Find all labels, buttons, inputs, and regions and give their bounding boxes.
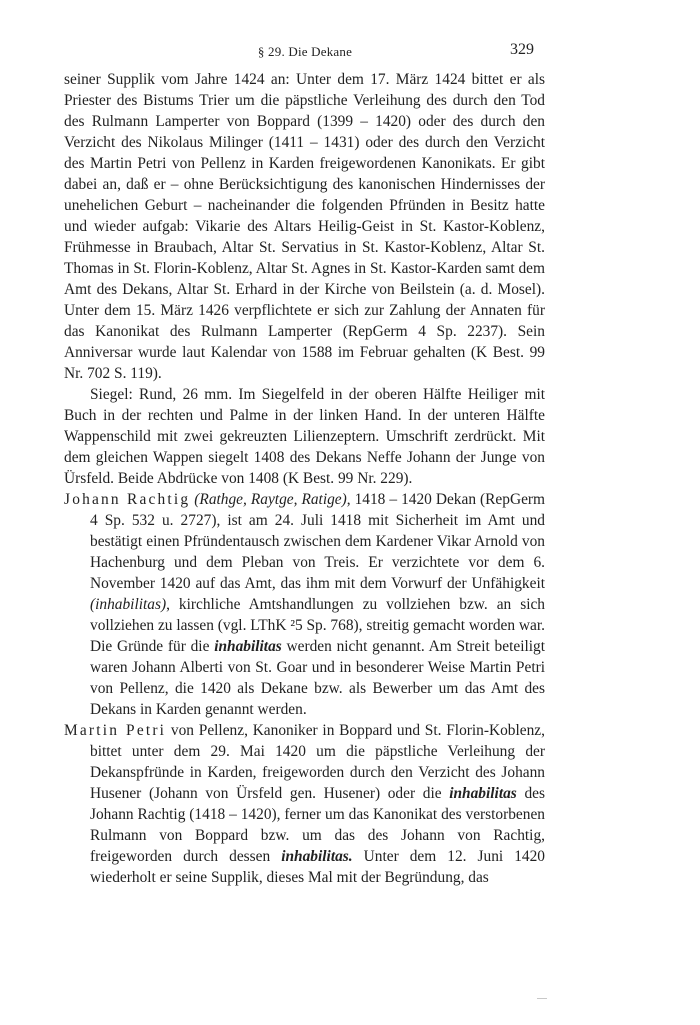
latin-term: (inhabilitas) (90, 596, 167, 613)
paragraph-text: seiner Supplik vom Jahre 1424 an: Unter dem 17. März 1424 bittet er als Priester des Bistums Trier um die päpstliche Verleihung des durch den Tod des Rulmann Lamperter von Boppard (1399 – 1420) oder des durch den Verzicht des Nikolaus Milinger (1411 – 1431) oder des durch den Verzicht des Martin Petri von Pellenz in Karden freigewordenen Kanonikats. Er gibt dabei an, daß er – ohne Berücksichtigung des kanonischen Hindernisses der unehelichen Geburt – nacheinander die folgenden Pfründen in Besitz hatte und wieder aufgab: Vikarie des Altars Heilig-Geist in St. Kastor-Koblenz, Frühmesse in Braubach, Altar St. Servatius in St. Kastor-Koblenz, Altar St. Thomas in St. Florin-Koblenz, Altar St. Agnes in St. Kastor-Karden samt dem Amt des Dekans, Altar St. Erhard in der Kirche von Beilstein (a. d. Mosel). Unter dem 15. März 1426 verpflichtete er sich zur Zahlung der Annaten für das Kanonikat des Rulmann Lamperter (RepGerm 4 Sp. 2237). Sein Anniversar wurde laut Kalendar von 1588 im Februar gehalten (K Best. 99 Nr. 702 S. 119). (64, 71, 545, 382)
page-number: 329 (510, 41, 534, 58)
text-run: von Pellenz, Kanoniker in Boppard und St. Florin-Koblenz, bittet unter dem 29. Mai 1420 um die päpstliche Verleihung der Dekanspfründe in Karden, freigeworden durch den Verzicht des Johann Husener (Johann von Ürsfeld gen. Husener) oder die (90, 722, 545, 802)
latin-term: inhabilitas (449, 785, 517, 802)
text-run: werden nicht genannt. Am Streit beteiligt waren Johann Alberti von St. Goar und in besonderer Weise Martin Petri von Pellenz, die 1420 als Dekane bzw. als Bewerber um das Amt des Dekans in Karden genannt werden. (90, 638, 545, 718)
entry-name: Martin Petri (64, 722, 167, 739)
entry-johann-rachtig (64, 489, 545, 720)
latin-term: inhabilitas (214, 638, 282, 655)
text-run: Unter dem 12. Juni 1420 wiederholt er seine Supplik, dieses Mal mit der Begründung, das (90, 848, 545, 886)
body-text (64, 69, 545, 888)
name-variants: (Rathge, Raytge, Ratige) (194, 491, 347, 508)
text-run: des Johann Rachtig (1418 – 1420), ferner um das Kanonikat des verstorbenen Rulmann von Boppard bzw. um das des Johann von Rachtig, freigeworden durch dessen (90, 785, 545, 865)
text-run: , 1418 – 1420 Dekan (RepGerm 4 Sp. 532 u. 2727), ist am 24. Juli 1418 mit Sicherheit im Amt und bestätigt einen Pfründentausch zwischen dem Kardener Vikar Arnold von Hachenburg und dem Pleban von Treis. Er verzichtete vor dem 6. November 1420 auf das Amt, das ihm mit dem Vorwurf der Unfähigkeit (90, 491, 545, 592)
entry-name: Johann Rachtig (64, 491, 191, 508)
paragraph-siegel (64, 384, 545, 489)
running-head: § 29. Die Dekane (257, 44, 353, 59)
paragraph-supplik (64, 69, 545, 384)
paragraph-text: Siegel: Rund, 26 mm. Im Siegelfeld in der oberen Hälfte Heiliger mit Buch in der rechten und Palme in der linken Hand. In der unteren Hälfte Wappenschild mit zwei gekreuzten Lilienzeptern. Umschrift zerdrückt. Mit dem gleichen Wappen siegelt 1408 des Dekans Neffe Johann der Junge von Ürsfeld. Beide Abdrücke von 1408 (K Best. 99 Nr. 229). (64, 386, 545, 487)
text-run: , kirchliche Amtshandlungen zu vollziehen bzw. an sich vollziehen zu lassen (vgl. LThK ²5 Sp. 768), streitig gemacht worden war. Die Gründe für die (90, 596, 545, 655)
scan-mark (537, 998, 547, 999)
entry-martin-petri (64, 720, 545, 888)
latin-term: inhabilitas. (281, 848, 353, 865)
